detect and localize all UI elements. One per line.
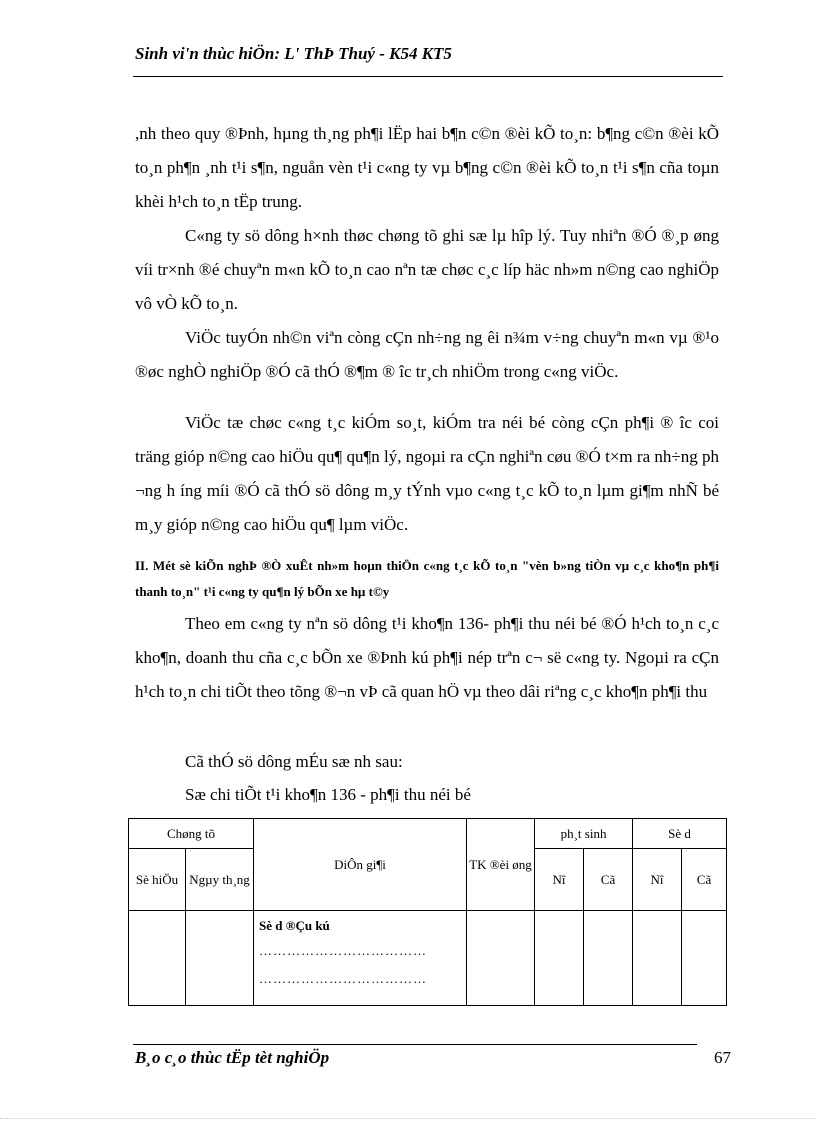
- header-rule: [133, 76, 723, 77]
- cell-balance-credit: [682, 911, 727, 1006]
- page-header: Sinh vi'n thùc hiÖn: L' ThÞ Thuý - K54 KT5: [135, 44, 452, 63]
- paragraph-4: ViÖc tæ chøc c«ng t¸c kiÓm so¸t, kiÓm tra néi bé còng cÇn ph¶i ® îc coi träng gióp n©ng cao hiÖu qu¶ qu¶n lý, ngoµi ra cÇn nghiªn cøu ®Ó t×m ra nh÷ng ph ¬ng h íng míi ®Ó cã thÓ sö dông m¸y tÝnh vµo c«ng t¸c kÕ to¸n lµm gi¶m nhÑ bé m¸y gióp n©ng cao hiÖu qu¶ lµm viÖc.: [135, 413, 719, 534]
- paragraph-3: ViÖc tuyÓn nh©n viªn còng cÇn nh÷ng ng êi n¾m v÷ng chuyªn m«n vµ ®¹o ®øc nghÒ nghiÖp ®Ó cã thÓ ®¶m ® îc tr¸ch nhiÖm trong c«ng viÖc.: [135, 328, 719, 381]
- page-edge: [0, 1118, 816, 1119]
- cell-date: [186, 911, 254, 1006]
- opening-balance-label: Sè d ®Çu kú: [259, 918, 330, 934]
- paragraph-1: ,nh theo quy ®Þnh, hµng th¸ng ph¶i lËp hai b¶n c©n ®èi kÕ to¸n: b¶ng c©n ®èi kÕ to¸n ph¶n ¸nh t¹i s¶n, nguån vèn t¹i c«ng ty vµ b¶ng c©n ®èi kÕ to¸n t¹i s¶n cña toµn khèi h¹ch to¸n tËp trung.: [135, 124, 719, 211]
- header-number: Sè hiÖu: [129, 849, 186, 911]
- header-date: Ngµy th¸ng: [186, 849, 254, 911]
- cell-number: [129, 911, 186, 1006]
- header-voucher: Chøng tõ: [129, 819, 254, 849]
- header-balance-credit: Cã: [682, 849, 727, 911]
- table-row: [129, 911, 727, 1006]
- dotted-line-1: ………………………………: [259, 943, 428, 959]
- ledger-table: [128, 818, 727, 1006]
- cell-arising-debit: [535, 911, 584, 1006]
- footer-title: B¸o c¸o thùc tËp tèt nghiÖp: [135, 1048, 330, 1067]
- header-arising-debit: Nî: [535, 849, 584, 911]
- header-arising: ph¸t sinh: [535, 819, 633, 849]
- header-balance: Sè d: [633, 819, 727, 849]
- sample-book-intro: Cã thÓ sö dông mÉu sæ nh sau:: [185, 752, 403, 771]
- page-number: 67: [714, 1048, 731, 1067]
- table-caption: Sæ chi tiÕt t¹i kho¶n 136 - ph¶i thu néi bé: [185, 785, 471, 804]
- cell-arising-credit: [584, 911, 633, 1006]
- cell-counter-account: [467, 911, 535, 1006]
- cell-description: [254, 911, 467, 1006]
- header-balance-debit: Nî: [633, 849, 682, 911]
- paragraph-5: Theo em c«ng ty nªn sö dông t¹i kho¶n 136- ph¶i thu néi bé ®Ó h¹ch to¸n c¸c kho¶n, doanh thu cña c¸c bÕn xe ®Þnh kú ph¶i nép trªn c¬ së c«ng ty. Ngoµi ra cÇn h¹ch to¸n chi tiÕt theo tõng ®¬n vÞ cã quan hÖ vµ theo dâi riªng c¸c kho¶n ph¶i thu: [135, 614, 719, 701]
- section-heading: II. Mét sè kiÕn nghÞ ®Ò xuÊt nh»m hoµn thiÖn c«ng t¸c kÕ to¸n "vèn b»ng tiÒn vµ c¸c kho¶n ph¶i thanh to¸n" t¹i c«ng ty qu¶n lý bÕn xe hµ t©y: [135, 558, 719, 599]
- header-counter-account: TK ®èi øng: [467, 819, 535, 911]
- paragraph-2: C«ng ty sö dông h×nh thøc chøng tõ ghi sæ lµ hîp lý. Tuy nhiªn ®Ó ®¸p øng víi tr×nh ®é chuyªn m«n kÕ to¸n cao nªn tæ chøc c¸c líp häc nh»m n©ng cao nghiÖp vô vÒ kÕ to¸n.: [135, 226, 719, 313]
- cell-balance-debit: [633, 911, 682, 1006]
- dotted-line-2: ………………………………: [259, 971, 428, 987]
- footer-rule: [133, 1044, 697, 1045]
- header-arising-credit: Cã: [584, 849, 633, 911]
- header-description: DiÔn gi¶i: [254, 819, 467, 911]
